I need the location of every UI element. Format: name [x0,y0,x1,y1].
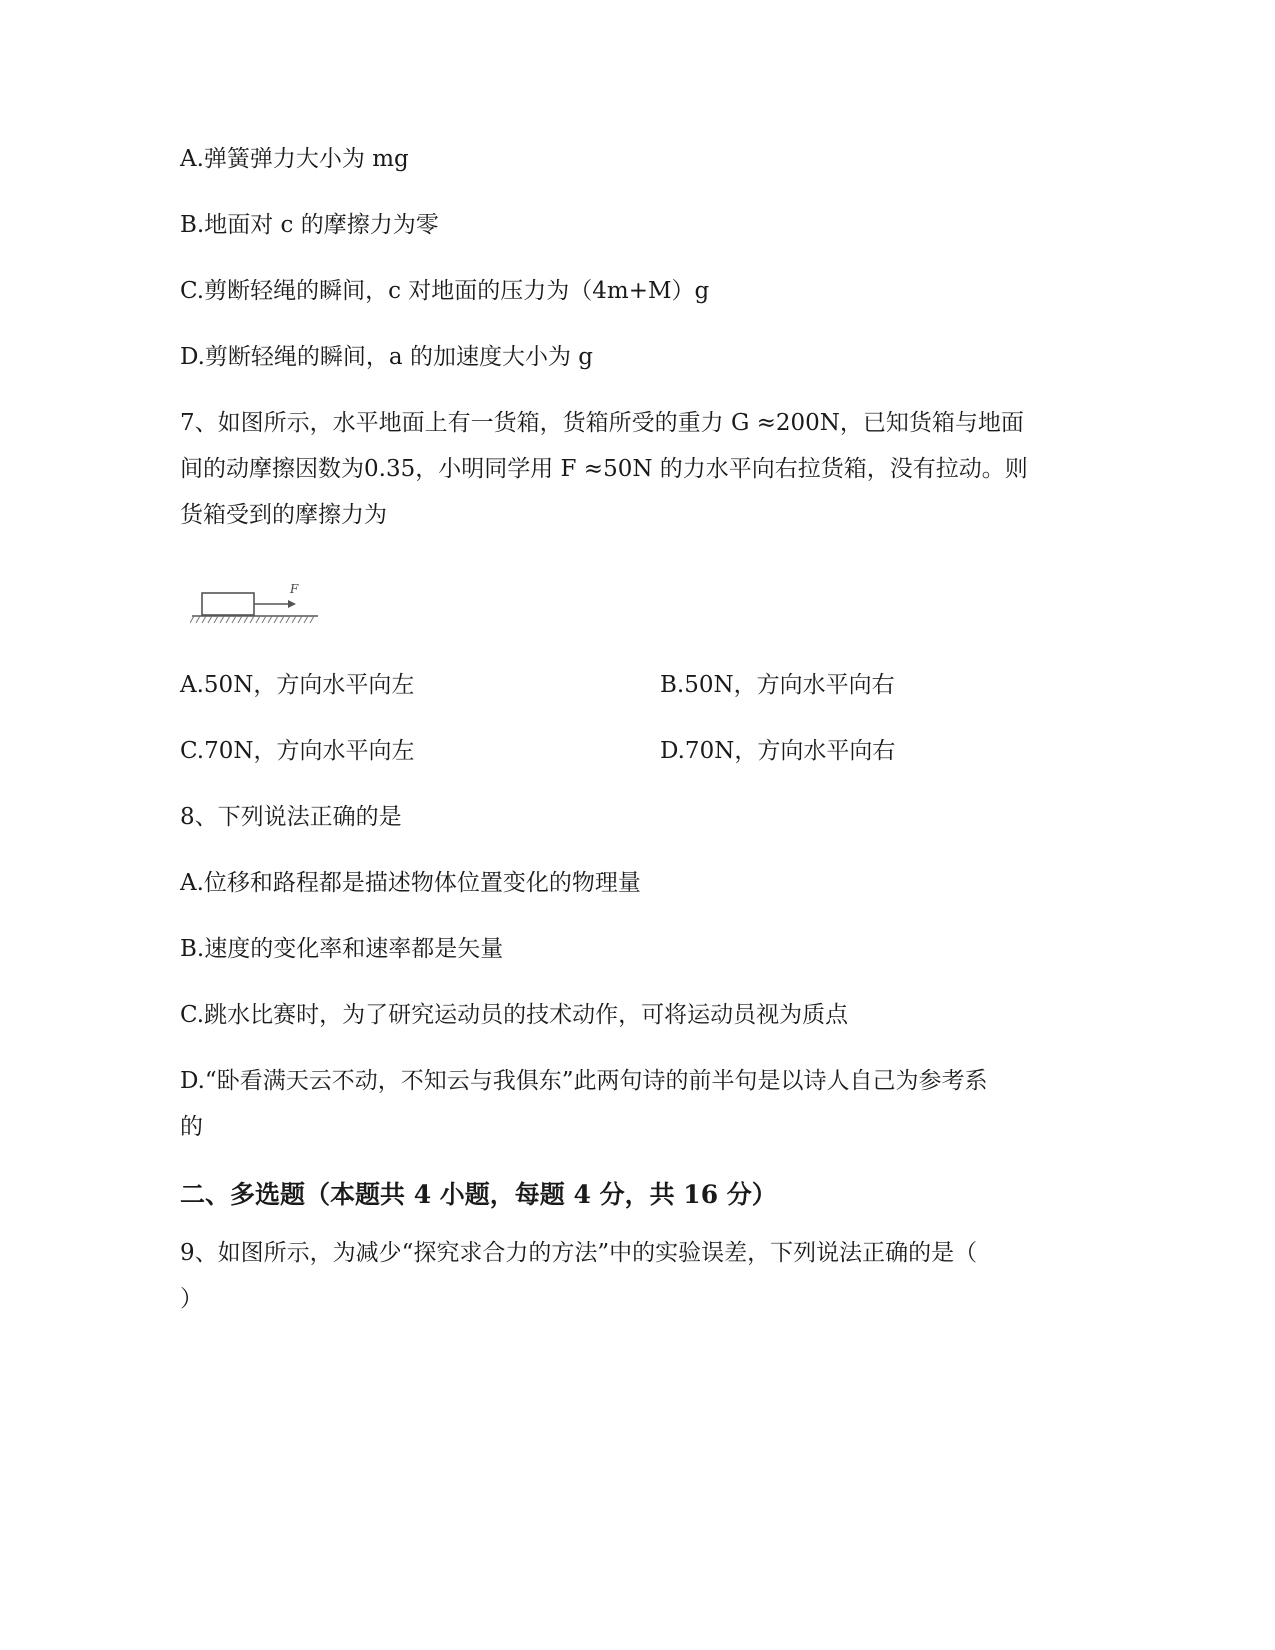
q6-option-b: B.地面对 c 的摩擦力为零 [180,212,439,238]
q7-stem-line1: 7、如图所示，水平地面上有一货箱，货箱所受的重力 G ≈200N，已知货箱与地面 [180,410,1024,436]
box-pull-figure [190,573,320,629]
q7-option-c: C.70N，方向水平向左 [180,738,415,764]
q9-stem-line2: ） [180,1286,203,1312]
force-label: F [290,582,299,596]
q8-option-d-line2: 的 [180,1114,203,1140]
force-arrow-head [288,600,296,608]
box-shape [202,593,254,615]
q6-option-c: C.剪断轻绳的瞬间，c 对地面的压力为（4m+M）g [180,278,710,304]
section-heading-multiple-choice: 二、多选题（本题共 4 小题，每题 4 分，共 16 分） [180,1180,777,1209]
q7-stem-line3: 货箱受到的摩擦力为 [180,502,387,528]
q8-option-d-line1: D.“卧看满天云不动，不知云与我俱东”此两句诗的前半句是以诗人自己为参考系 [180,1068,988,1094]
q6-option-a: A.弹簧弹力大小为 mg [180,146,409,172]
q6-option-d: D.剪断轻绳的瞬间，a 的加速度大小为 g [180,344,593,370]
q9-stem-line1: 9、如图所示，为减少“探究求合力的方法”中的实验误差，下列说法正确的是（ [180,1240,978,1266]
q8-option-c: C.跳水比赛时，为了研究运动员的技术动作，可将运动员视为质点 [180,1002,849,1028]
q8-option-b: B.速度的变化率和速率都是矢量 [180,936,504,962]
q7-stem-line2: 间的动摩擦因数为0.35，小明同学用 F ≈50N 的力水平向右拉货箱，没有拉动。则 [180,456,1028,482]
q8-stem: 8、下列说法正确的是 [180,804,402,830]
ground-hatch [190,616,314,623]
q8-option-a: A.位移和路程都是描述物体位置变化的物理量 [180,870,641,896]
q7-option-a: A.50N，方向水平向左 [180,672,415,698]
q7-option-b: B.50N，方向水平向右 [660,672,895,698]
q7-option-d: D.70N，方向水平向右 [660,738,896,764]
